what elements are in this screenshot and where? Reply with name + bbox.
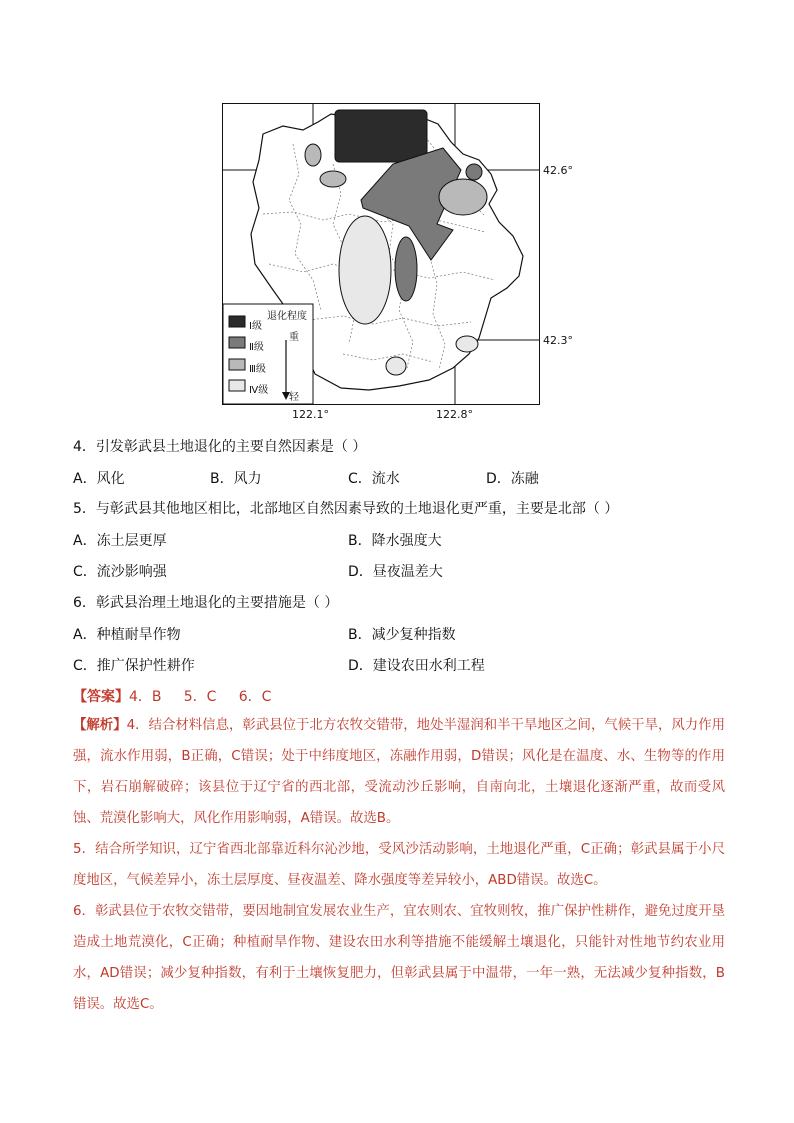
degradation-map <box>222 103 540 405</box>
legend-level-4: Ⅳ级 <box>249 385 269 396</box>
q5-option-c: C．流沙影响强 <box>73 564 167 580</box>
analysis-paragraph-4 <box>73 710 725 834</box>
legend-swatch-1 <box>229 316 245 327</box>
level-4-area-south <box>386 357 406 375</box>
question-6-stem: 6．彰武县治理土地退化的主要措施是（ ） <box>73 595 339 611</box>
q6-option-c: C．推广保护性耕作 <box>73 658 195 674</box>
q4-option-a: A．风化 <box>73 471 125 487</box>
analysis-paragraph-5 <box>73 834 725 896</box>
q6-option-a: A．种植耐旱作物 <box>73 627 181 643</box>
level-1-area <box>335 110 427 162</box>
lat-label-42-3: 42.3° <box>543 334 573 347</box>
q5-option-b: B．降水强度大 <box>348 533 442 549</box>
legend-level-1: Ⅰ级 <box>249 321 262 332</box>
legend-level-3: Ⅲ级 <box>249 364 266 375</box>
legend-swatch-2 <box>229 337 245 348</box>
lat-label-42-6: 42.6° <box>543 164 573 177</box>
q4-option-c: C．流水 <box>348 471 400 487</box>
legend-arrow-top: 重 <box>289 332 299 343</box>
legend-arrow-bottom: 轻 <box>289 392 299 403</box>
analysis-tag: 【解析】 <box>73 718 127 733</box>
level-3-area-e <box>439 179 487 215</box>
q4-option-d: D．冻融 <box>486 471 539 487</box>
level-4-area-center <box>339 216 391 324</box>
level-3-area-nw <box>305 144 321 166</box>
q5-option-d: D．昼夜温差大 <box>348 564 443 580</box>
q6-option-d: D．建设农田水利工程 <box>348 658 485 674</box>
q5-option-a: A．冻土层更厚 <box>73 533 167 549</box>
question-5-stem: 5．与彰武县其他地区相比，北部地区自然因素导致的土地退化更严重，主要是北部（ ） <box>73 501 619 517</box>
analysis-text-5: 5．结合所学知识，辽宁省西北部靠近科尔沁沙地，受风沙活动影响，土地退化严重，C正确；彰武县属于小尺度地区，气候差异小，冻土层厚度、昼夜温差、降水强度等差异较小，ABD错误。故选C。 <box>73 842 725 888</box>
level-2-area-ne <box>466 164 482 180</box>
legend-title: 退化程度 <box>267 311 307 322</box>
question-4-stem: 4．引发彰武县土地退化的主要自然因素是（ ） <box>73 439 367 455</box>
level-4-area-se <box>456 336 478 352</box>
analysis-text-6: 6．彰武县位于农牧交错带，要因地制宜发展农业生产，宜农则农、宜牧则牧，推广保护性耕作，避免过度开垦造成土地荒漠化，C正确；种植耐旱作物、建设农田水利等措施不能缓解土壤退化，只能针对性地节约农业用水，AD错误；减少复种指数，有利于土壤恢复肥力，但彰武县属于中温带，一年一熟，无法减少复种指数，B错误。故选C。 <box>73 904 725 1012</box>
q6-option-b: B．减少复种指数 <box>348 627 456 643</box>
answer-tag: 【答案】 <box>73 689 129 705</box>
legend-swatch-3 <box>229 359 245 370</box>
analysis-text-4: 4．结合材料信息，彰武县位于北方农牧交错带，地处半湿润和半干旱地区之间，气候干旱，风力作用强，流水作用弱，B正确，C错误；处于中纬度地区，冻融作用弱，D错误；风化是在温度、水、生物等的作用下，岩石崩解破碎；该县位于辽宁省的西北部，受流动沙丘影响，自南向北，土壤退化逐渐严重，故而受风蚀、荒漠化影响大，风化作用影响弱，A错误。故选B。 <box>73 718 725 826</box>
lon-label-122-8: 122.8° <box>436 408 473 421</box>
map-svg <box>223 104 539 404</box>
lon-label-122-1: 122.1° <box>292 408 329 421</box>
answer-text: 4．B 5．C 6．C <box>129 689 272 705</box>
answer-line <box>73 686 271 706</box>
q4-option-b: B．风力 <box>210 471 262 487</box>
level-3-area-w <box>320 171 346 187</box>
level-2-area-east <box>395 237 417 301</box>
analysis-paragraph-6 <box>73 896 725 1020</box>
legend-level-2: Ⅱ级 <box>249 342 264 353</box>
legend-swatch-4 <box>229 380 245 391</box>
